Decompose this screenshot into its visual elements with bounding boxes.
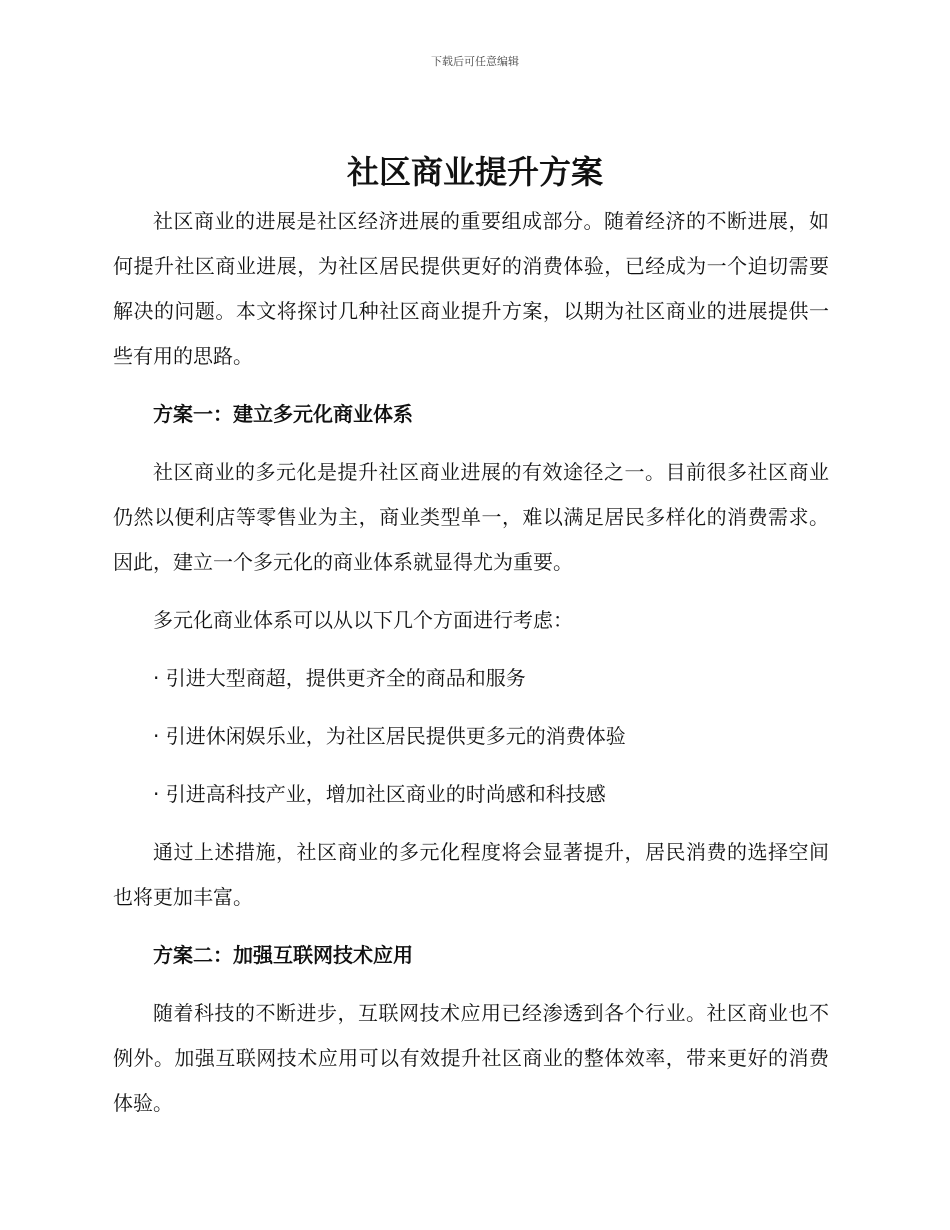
document-title: 社区商业提升方案: [346, 153, 603, 191]
bullet-item: · 引进高科技产业，增加社区商业的时尚感和科技感: [153, 782, 606, 806]
paragraph: 通过上述措施，社区商业的多元化程度将会显著提升，居民消费的选择空间也将更加丰富。: [113, 840, 829, 909]
document-body: [113, 199, 829, 1126]
intro-paragraph: 社区商业的进展是社区经济进展的重要组成部分。随着经济的不断进展，如何提升社区商业进展，为社区居民提供更好的消费体验，已经成为一个迫切需要解决的问题。本文将探讨几种社区商业提升方案，以期为社区商业的进展提供一些有用的思路。: [113, 209, 829, 368]
paragraph: 社区商业的多元化是提升社区商业进展的有效途径之一。目前很多社区商业仍然以便利店等零售业为主，商业类型单一，难以满足居民多样化的消费需求。因此，建立一个多元化的商业体系就显得尤为重要。: [113, 460, 829, 574]
section-heading: 方案一：建立多元化商业体系: [153, 402, 413, 426]
paragraph: 多元化商业体系可以从以下几个方面进行考虑：: [153, 608, 573, 632]
section-heading: 方案二：加强互联网技术应用: [153, 943, 413, 967]
paragraph: 随着科技的不断进步，互联网技术应用已经渗透到各个行业。社区商业也不例外。加强互联网技术应用可以有效提升社区商业的整体效率，带来更好的消费体验。: [113, 1001, 829, 1115]
header-note: 下载后可任意编辑: [431, 55, 519, 68]
bullet-item: · 引进休闲娱乐业，为社区居民提供更多元的消费体验: [153, 724, 626, 748]
bullet-item: · 引进大型商超，提供更齐全的商品和服务: [153, 666, 526, 690]
